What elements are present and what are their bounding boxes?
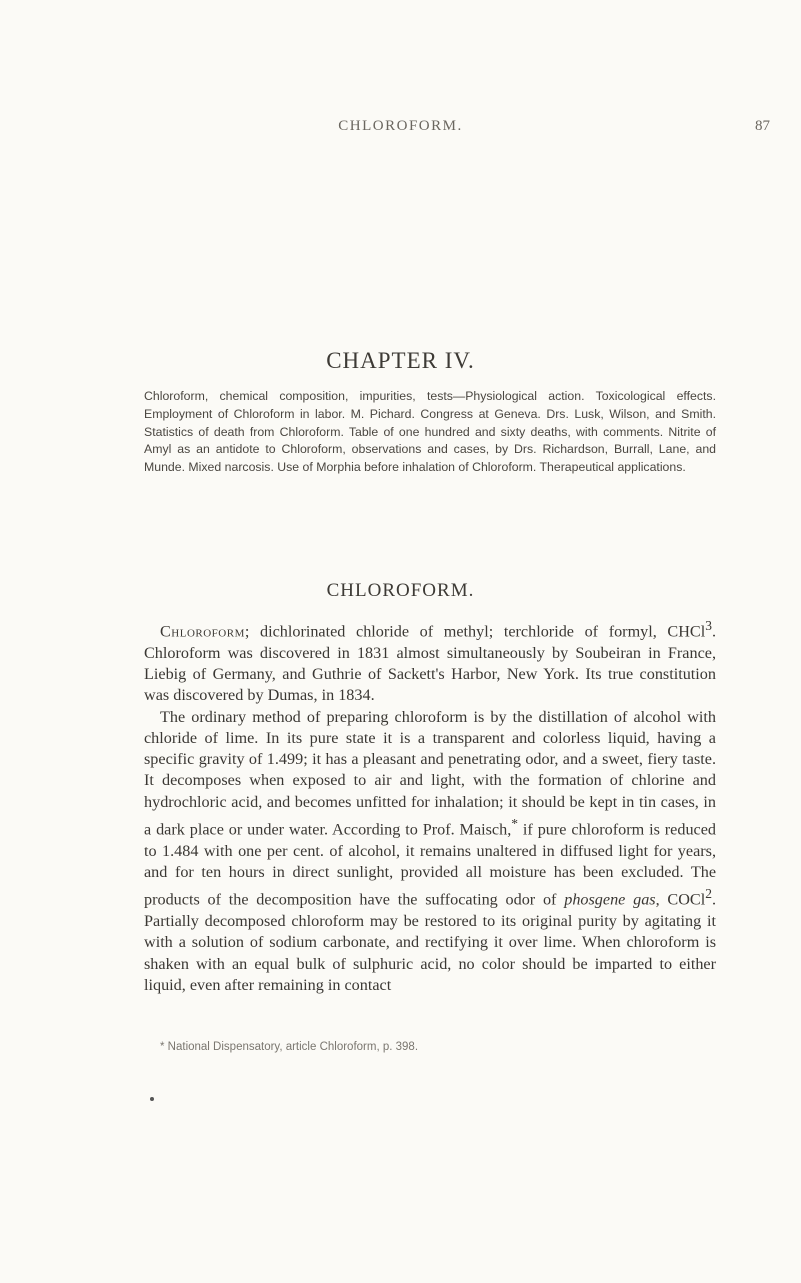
- footnote: * National Dispensatory, article Chloroform, p. 398.: [160, 1041, 419, 1053]
- paragraph-1-superscript: 3: [705, 618, 712, 633]
- running-title: CHLOROFORM.: [338, 118, 463, 134]
- section-heading: CHLOROFORM.: [326, 580, 475, 601]
- paragraph-2-part-b: if pure chloroform is reduced to 1.484 with one per cent. of alcohol, it remains unaltered in diffused light for years, and for ten hours in direct sunlight, provided all moisture has been excluded. The products of the decomposition have the suffocating odor of: [144, 820, 716, 909]
- ink-speck: [150, 1097, 154, 1101]
- running-head: [0, 118, 801, 140]
- paragraph-2: [144, 707, 716, 997]
- paragraph-1-rest: . Chloroform was discovered in 1831 almost simultaneously by Soubeiran in France, Liebig of Germany, and Guthrie of Sackett's Harbor, New York. Its true constitution was discovered by Dumas, in 1834.: [144, 622, 716, 705]
- paragraph-2-part-c: , COCl: [655, 890, 706, 909]
- body-text: [144, 615, 716, 996]
- paragraph-2-emphasis: phosgene gas: [564, 890, 656, 909]
- paragraph-1: [144, 615, 716, 707]
- footnote-reference: *: [511, 816, 519, 832]
- paragraph-1-formula: ; dichlorinated chloride of methyl; terchloride of formyl, CHCl: [244, 622, 706, 641]
- paragraph-2-part-d: . Partially decomposed chloroform may be restored to its original purity by agitating it with a solution of sodium carbonate, and rectifying it over lime. When chloroform is shaken with an equal bulk of sulphuric acid, no color should be imparted to either liquid, even after remaining in contact: [144, 890, 716, 994]
- chapter-synopsis: Chloroform, chemical composition, impurities, tests—Physiological action. Toxicological effects. Employment of Chloroform in labor. M. Pichard. Congress at Geneva. Drs. Lusk, Wilson, and Smith. Statistics of death from Chloroform. Table of one hundred and sixty deaths, with comments. Nitrite of Amyl as an antidote to Chloroform, observations and cases, by Drs. Richardson, Burrall, Lane, and Munde. Mixed narcosis. Use of Morphia before inhalation of Chloroform. Therapeutical applications.: [144, 389, 716, 475]
- paragraph-1-lead: Chloroform: [160, 622, 245, 641]
- chapter-heading: CHAPTER IV.: [326, 348, 475, 373]
- page-number: 87: [755, 118, 770, 134]
- paragraph-2-part-a: The ordinary method of preparing chloroform is by the distillation of alcohol with chloride of lime. In its pure state it is a transparent and colorless liquid, having a specific gravity of 1.499; it has a pleasant and penetrating odor, and a sweet, fiery taste. It decomposes when exposed to air and light, with the formation of chlorine and hydrochloric acid, and becomes unfitted for inhalation; it should be kept in tin cases, in a dark place or under water. According to Prof. Maisch,: [144, 707, 716, 839]
- paragraph-2-superscript: 2: [705, 886, 712, 902]
